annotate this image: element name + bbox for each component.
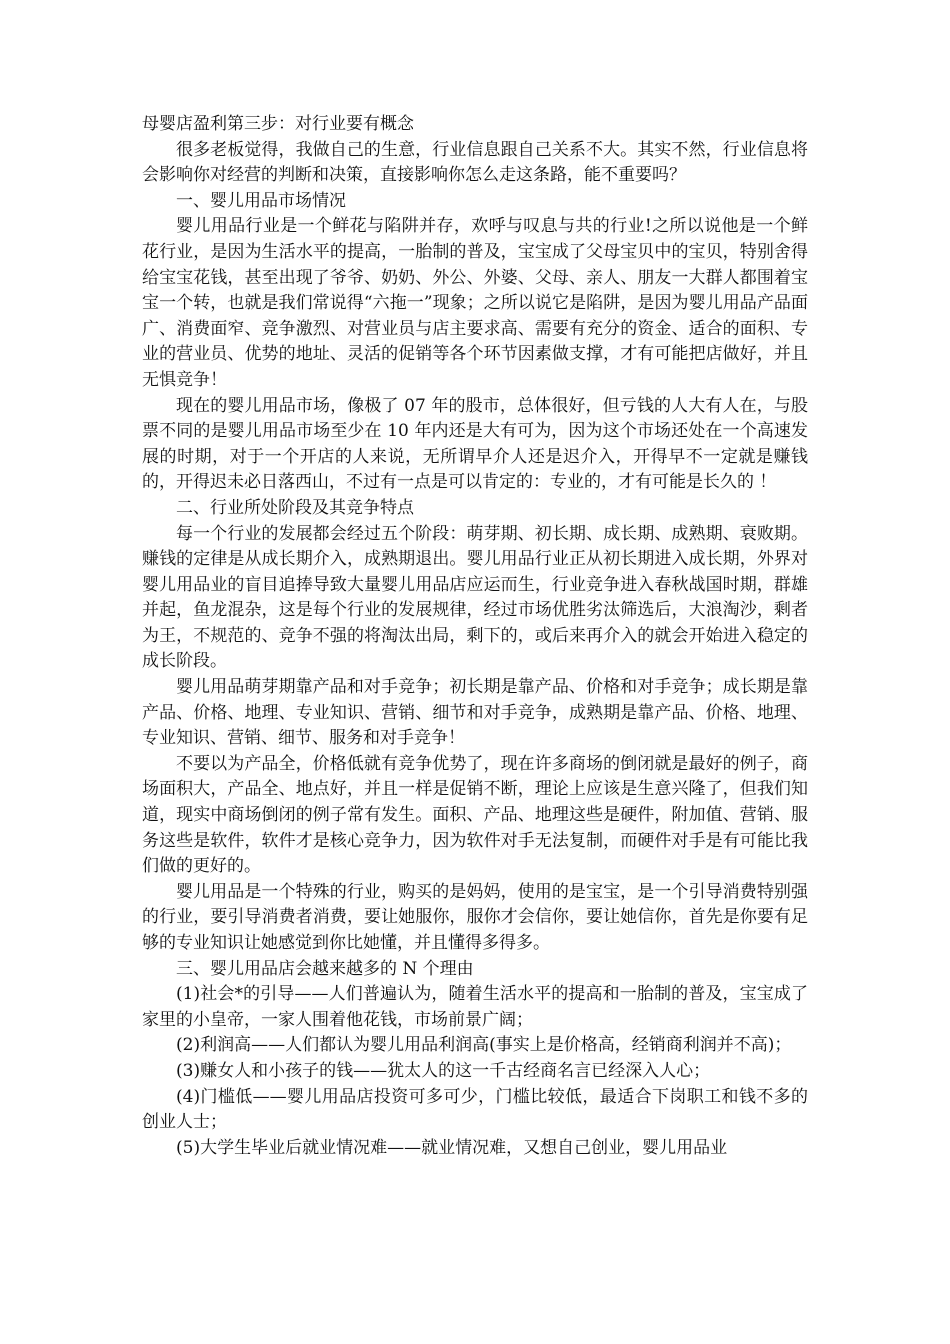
- paragraph: 现在的婴儿用品市场，像极了 07 年的股市，总体很好，但亏钱的人大有人在，与股票不同的是婴儿用品市场至少在 10 年内还是大有可为，因为这个市场还处在一个高速发展的时期，对于一个开店的人来说，无所谓早介人还是迟介入，开得早不一定就是赚钱的，开得迟未必日落西山，不过有一点是可以肯定的：专业的，才有可能是长久的 ！: [142, 395, 808, 493]
- section-heading: 一、婴儿用品市场情况: [176, 190, 346, 211]
- paragraph: 婴儿用品萌芽期靠产品和对手竞争；初长期是靠产品、价格和对手竞争；成长期是靠产品、价格、地理、专业知识、营销、细节和对手竞争，成熟期是靠产品、价格、地理、专业知识、营销、细节、服务和对手竞争！: [142, 677, 808, 749]
- paragraph: (3)赚女人和小孩子的钱——犹太人的这一千古经商名言已经深入人心；: [176, 1060, 711, 1081]
- paragraph: 很多老板觉得，我做自己的生意，行业信息跟自己关系不大。其实不然，行业信息将会影响你对经营的判断和决策，直接影响你怎么走这条路，能不重要吗？: [142, 139, 808, 186]
- paragraph: 婴儿用品行业是一个鲜花与陷阱并存，欢呼与叹息与共的行业!之所以说他是一个鲜花行业，是因为生活水平的提高，一胎制的普及，宝宝成了父母宝贝中的宝贝，特别舍得给宝宝花钱，甚至出现了爷爷、奶奶、外公、外婆、父母、亲人、朋友一大群人都围着宝宝一个转，也就是我们常说得“六拖一”现象；之所以说它是陷阱，是因为婴儿用品产品面广、消费面窄、竞争激烈、对营业员与店主要求高、需要有充分的资金、适合的面积、专业的营业员、优势的地址、灵活的促销等各个环节因素做支撑，才有可能把店做好，并且无惧竞争！: [142, 216, 808, 390]
- document-title: 母婴店盈利第三步：对行业要有概念: [142, 114, 414, 134]
- section-heading: 三、婴儿用品店会越来越多的 N 个理由: [176, 958, 474, 979]
- paragraph: 每一个行业的发展都会经过五个阶段：萌芽期、初长期、成长期、成熟期、衰败期。赚钱的定律是从成长期介入，成熟期退出。婴儿用品行业正从初长期进入成长期，外界对婴儿用品业的盲目追捧导致大量婴儿用品店应运而生，行业竞争进入春秋战国时期，群雄并起，鱼龙混杂，这是每个行业的发展规律，经过市场优胜劣汰筛选后，大浪淘沙，剩者为王，不规范的、竞争不强的将淘汰出局，剩下的，或后来再介入的就会开始进入稳定的成长阶段。: [142, 523, 808, 672]
- document-blocks: [142, 138, 808, 1162]
- paragraph: 不要以为产品全，价格低就有竞争优势了，现在许多商场的倒闭就是最好的例子，商场面积大，产品全、地点好，并且一样是促销不断，理论上应该是生意兴隆了，但我们知道，现实中商场倒闭的例子常有发生。面积、产品、地理这些是硬件，附加值、营销、服务这些是软件，软件才是核心竞争力，因为软件对手无法复制，而硬件对手是有可能比我们做的更好的。: [142, 753, 808, 877]
- paragraph: (4)门槛低——婴儿用品店投资可多可少，门槛比较低，最适合下岗职工和钱不多的创业人士；: [142, 1086, 808, 1133]
- paragraph: (2)利润高——人们都认为婴儿用品利润高(事实上是价格高，经销商利润并不高)；: [176, 1035, 792, 1056]
- paragraph: (1)社会*的引导——人们普遍认为，随着生活水平的提高和一胎制的普及，宝宝成了家里的小皇帝，一家人围着他花钱，市场前景广阔；: [142, 984, 808, 1030]
- document-body: [142, 112, 808, 1161]
- paragraph: (5)大学生毕业后就业情况难——就业情况难，又想自己创业，婴儿用品业: [176, 1137, 728, 1158]
- paragraph: 婴儿用品是一个特殊的行业，购买的是妈妈，使用的是宝宝，是一个引导消费特别强的行业，要引导消费者消费，要让她服你，服你才会信你，要让她信你，首先是你要有足够的专业知识让她感觉到你比她懂，并且懂得多得多。: [142, 881, 808, 953]
- section-heading: 二、行业所处阶段及其竞争特点: [176, 497, 414, 518]
